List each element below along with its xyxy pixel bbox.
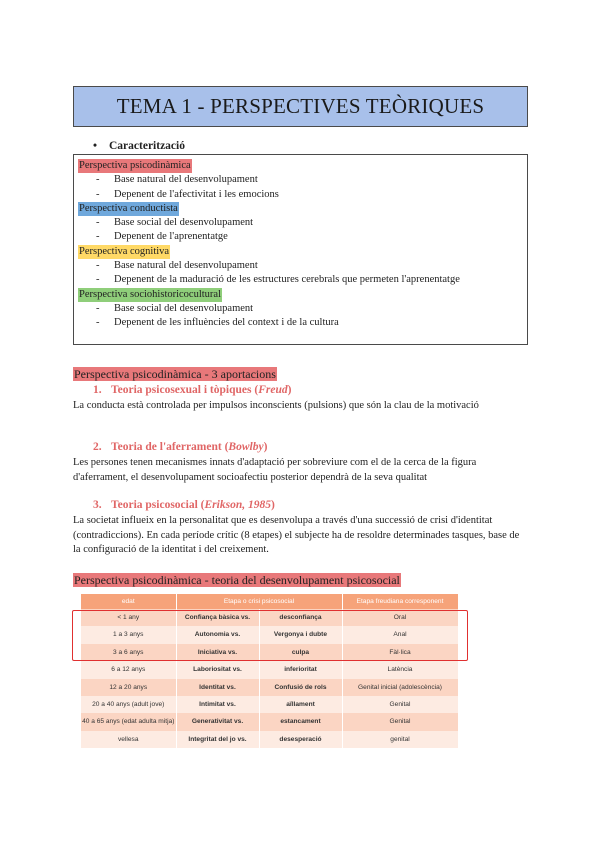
- aportacio-heading-text: Teoria de l'aferrament (: [111, 441, 229, 453]
- cell-age: 20 a 40 anys (adult jove): [81, 696, 176, 713]
- aportacio-heading-3: [93, 499, 275, 511]
- table-row: [81, 679, 458, 696]
- cell-crisis-b: Confusió de rols: [259, 679, 342, 696]
- perspective-item: - Base natural del desenvolupament: [78, 173, 523, 187]
- table-header-row: [81, 594, 458, 609]
- cell-crisis-a: Laboriositat vs.: [176, 661, 259, 678]
- cell-crisis-b: desesperació: [259, 731, 342, 748]
- table-row: [81, 626, 458, 643]
- aportacio-author: Erikson, 1985: [204, 499, 271, 511]
- cell-freud: Latència: [342, 661, 458, 678]
- cell-crisis-a: Identitat vs.: [176, 679, 259, 696]
- cell-crisis-b: aïllament: [259, 696, 342, 713]
- cell-crisis-b: inferioritat: [259, 661, 342, 678]
- cell-freud: Genital inicial (adolescència): [342, 679, 458, 696]
- perspectives-box: [73, 154, 528, 345]
- cell-crisis-b: estancament: [259, 713, 342, 730]
- aportacio-number: 2.: [93, 441, 102, 453]
- aportacio-close: ): [287, 384, 292, 396]
- header-etapa: Etapa o crisi psicosocial: [176, 594, 342, 609]
- cell-freud: Anal: [342, 626, 458, 643]
- aportacio-close: ): [263, 441, 268, 453]
- cell-crisis-a: Generativitat vs.: [176, 713, 259, 730]
- aportacions-title-text: Perspectiva psicodinàmica - 3 aportacions: [74, 367, 276, 381]
- table-row: [81, 609, 458, 626]
- perspective-name: Perspectiva conductista: [78, 202, 179, 216]
- perspective-item: - Depenent de la maduració de les estructures cerebrals que permeten l'aprenentatge: [78, 273, 523, 287]
- cell-age: vellesa: [81, 731, 176, 748]
- aportacio-close: ): [270, 499, 275, 511]
- cell-age: 40 a 65 anys (edat adulta mitja): [81, 713, 176, 730]
- cell-age: 6 a 12 anys: [81, 661, 176, 678]
- caracteritzacio-label: Caracterització: [109, 140, 185, 152]
- cell-freud: Genital: [342, 713, 458, 730]
- perspective-item: - Base natural del desenvolupament: [78, 259, 523, 273]
- table-section-title-text: Perspectiva psicodinàmica - teoria del desenvolupament psicosocial: [74, 573, 400, 587]
- page-title: TEMA 1 - PERSPECTIVES TEÒRIQUES: [73, 86, 528, 127]
- cell-age: < 1 any: [81, 609, 176, 626]
- cell-crisis-b: desconfiança: [259, 609, 342, 626]
- aportacio-heading-2: [93, 441, 267, 453]
- aportacio-author: Bowlby: [228, 441, 264, 453]
- aportacio-heading-text: Teoria psicosexual i tòpiques (: [111, 384, 259, 396]
- cell-crisis-b: culpa: [259, 644, 342, 661]
- perspective-item: - Depenent de l'aprenentatge: [78, 230, 523, 244]
- aportacio-text-3: La societat influeix en la personalitat que es desenvolupa a través d'una successió de crisi d'identitat (contradiccions). En cada període crític (8 etapes) el subjecte ha de resoldre determinades tasques, base de la configuració de la identitat i del creixement.: [73, 515, 520, 555]
- aportacio-number: 1.: [93, 384, 102, 396]
- aportacio-heading-text: Teoria psicosocial (: [111, 499, 205, 511]
- perspective-item: - Depenent de l'afectivitat i les emocions: [78, 188, 523, 202]
- perspective-item: - Depenent de les influències del context i de la cultura: [78, 316, 523, 330]
- cell-crisis-b: Vergonya i dubte: [259, 626, 342, 643]
- cell-crisis-a: Intimitat vs.: [176, 696, 259, 713]
- table-section-title: [73, 573, 401, 588]
- perspective-name: Perspectiva sociohistoricocultural: [78, 288, 222, 302]
- aportacio-heading-1: [93, 384, 291, 396]
- perspective-name: Perspectiva cognitiva: [78, 245, 170, 259]
- perspective-item: - Base social del desenvolupament: [78, 216, 523, 230]
- table-row: [81, 644, 458, 661]
- cell-age: 12 a 20 anys: [81, 679, 176, 696]
- header-freudiana: Etapa freudiana corresponent: [342, 594, 458, 609]
- bullet-icon: •: [93, 140, 98, 152]
- cell-freud: Fàl·lica: [342, 644, 458, 661]
- table-row: [81, 696, 458, 713]
- cell-crisis-a: Autonomia vs.: [176, 626, 259, 643]
- aportacio-text-2: Les persones tenen mecanismes innats d'adaptació per sobreviure com el de la cerca de la figura d'aferrament, el desenvolupament socioafectiu posterior dependrà de la seva qualitat: [73, 457, 477, 483]
- cell-crisis-a: Confiança bàsica vs.: [176, 609, 259, 626]
- aportacions-title: [73, 367, 277, 382]
- aportacio-text-1: La conducta està controlada per impulsos inconscients (pulsions) que són la clau de la motivació: [73, 400, 479, 411]
- caracteritzacio-heading: [93, 140, 185, 152]
- table-row: [81, 731, 458, 748]
- perspective-name: Perspectiva psicodinàmica: [78, 159, 192, 173]
- cell-age: 1 a 3 anys: [81, 626, 176, 643]
- cell-age: 3 a 6 anys: [81, 644, 176, 661]
- aportacio-number: 3.: [93, 499, 102, 511]
- perspective-item: - Base social del desenvolupament: [78, 302, 523, 316]
- cell-freud: Genital: [342, 696, 458, 713]
- header-edat: edat: [81, 594, 176, 609]
- cell-freud: genital: [342, 731, 458, 748]
- table-row: [81, 661, 458, 678]
- cell-freud: Oral: [342, 609, 458, 626]
- cell-crisis-a: Iniciativa vs.: [176, 644, 259, 661]
- psychosocial-table: [81, 594, 458, 748]
- table-row: [81, 713, 458, 730]
- cell-crisis-a: Integritat del jo vs.: [176, 731, 259, 748]
- aportacio-author: Freud: [258, 384, 288, 396]
